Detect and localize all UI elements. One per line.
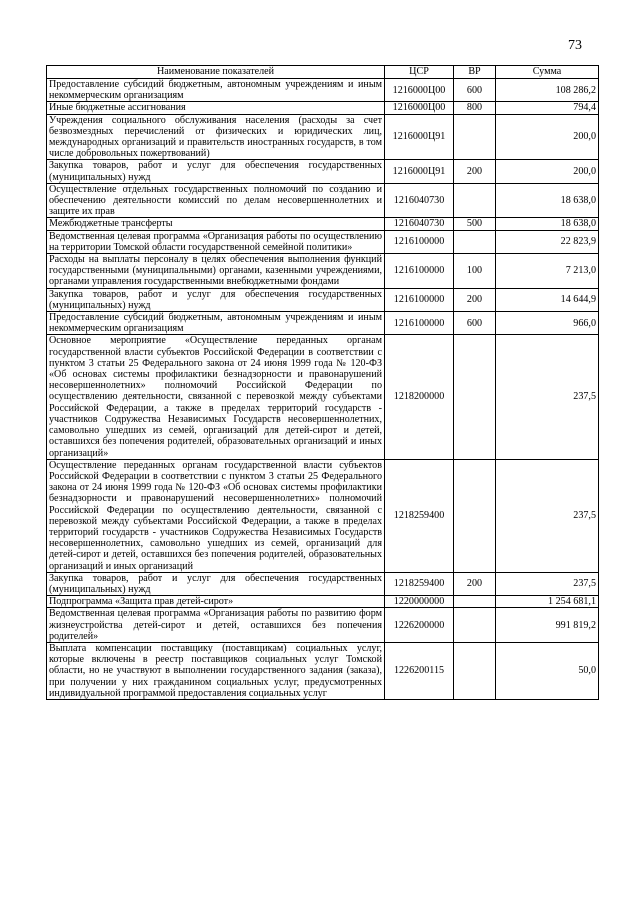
row-sum: 200,0	[496, 114, 599, 160]
row-vr	[454, 459, 496, 572]
row-name: Учреждения социального обслуживания населения (расходы за счет безвозмездных перечислений от физических и юридических лиц, международных организаций и правительств иностранных государств, в том числе добровольных пожертвований)	[47, 114, 385, 160]
table-row	[47, 642, 599, 699]
row-name: Закупка товаров, работ и услуг для обеспечения государственных (муниципальных) нужд	[47, 288, 385, 311]
table-row	[47, 114, 599, 160]
row-vr: 200	[454, 572, 496, 595]
row-csr: 1218259400	[385, 459, 454, 572]
row-name: Межбюджетные трансферты	[47, 218, 385, 230]
row-csr: 1216040730	[385, 183, 454, 218]
row-vr	[454, 183, 496, 218]
table-row	[47, 254, 599, 289]
row-name: Предоставление субсидий бюджетным, автономным учреждениям и иным некоммерческим организациям	[47, 79, 385, 102]
page-number: 73	[568, 38, 582, 53]
row-name: Ведомственная целевая программа «Организация работы по развитию форм жизнеустройства детей-сирот и детей, оставшихся без попечения родителей»	[47, 608, 385, 643]
row-csr: 1226200115	[385, 642, 454, 699]
row-sum: 22 823,9	[496, 230, 599, 253]
header-sum: Сумма	[496, 66, 599, 79]
row-vr: 800	[454, 102, 496, 114]
row-csr: 1218259400	[385, 572, 454, 595]
row-sum: 794,4	[496, 102, 599, 114]
row-sum: 7 213,0	[496, 254, 599, 289]
header-name: Наименование показателей	[47, 66, 385, 79]
row-name: Предоставление субсидий бюджетным, автономным учреждениям и иным некоммерческим организациям	[47, 312, 385, 335]
table-row	[47, 218, 599, 230]
table-row	[47, 79, 599, 102]
row-sum: 50,0	[496, 642, 599, 699]
budget-table	[46, 65, 599, 700]
row-csr: 1216100000	[385, 230, 454, 253]
row-name: Ведомственная целевая программа «Организация работы по осуществлению на территории Томской области государственной семейной политики»	[47, 230, 385, 253]
row-vr: 500	[454, 218, 496, 230]
row-csr: 1216100000	[385, 288, 454, 311]
row-name: Закупка товаров, работ и услуг для обеспечения государственных (муниципальных) нужд	[47, 572, 385, 595]
row-name: Основное мероприятие «Осуществление переданных органам государственной власти субъектов Российской Федерации в соответствии с пунктом 3 статьи 25 Федерального закона от 24 июня 1999 года № 120-ФЗ «Об основах системы профилактики безнадзорности и правонарушений несовершеннолетних» полномочий Российской Федерации по осуществлению деятельности, связанной с перевозкой между субъектами Российской Федерации, а также в пределах территорий государств - участников Содружества Независимых Государств несовершеннолетних, самовольно ушедших из семей, организаций для детей-сирот и детей, оставшихся без попечения родителей, образовательных организаций и иных организаций»	[47, 335, 385, 459]
row-vr: 600	[454, 312, 496, 335]
row-csr: 1216100000	[385, 254, 454, 289]
row-vr	[454, 230, 496, 253]
row-vr: 200	[454, 160, 496, 183]
table-row	[47, 102, 599, 114]
table-row	[47, 596, 599, 608]
table-row	[47, 183, 599, 218]
table-header-row	[47, 66, 599, 79]
row-csr: 1220000000	[385, 596, 454, 608]
row-sum: 108 286,2	[496, 79, 599, 102]
header-csr: ЦСР	[385, 66, 454, 79]
row-sum: 14 644,9	[496, 288, 599, 311]
row-vr	[454, 335, 496, 459]
table-row	[47, 288, 599, 311]
row-csr: 1216000Ц91	[385, 160, 454, 183]
row-csr: 1216100000	[385, 312, 454, 335]
row-vr	[454, 608, 496, 643]
row-vr	[454, 114, 496, 160]
table-row	[47, 459, 599, 572]
row-sum: 237,5	[496, 459, 599, 572]
row-sum: 991 819,2	[496, 608, 599, 643]
row-vr	[454, 642, 496, 699]
header-vr: ВР	[454, 66, 496, 79]
row-sum: 237,5	[496, 335, 599, 459]
row-name: Расходы на выплаты персоналу в целях обеспечения выполнения функций государственными (муниципальными) органами, казенными учреждениями, органами управления государственными внебюджетными фондами	[47, 254, 385, 289]
row-vr: 100	[454, 254, 496, 289]
row-name: Выплата компенсации поставщику (поставщикам) социальных услуг, которые включены в реестр поставщиков социальных услуг Томской области, но не участвуют в выполнении государственного задания (заказа), при получении у них гражданином социальных услуг, предусмотренных индивидуальной программой предоставления социальных услуг	[47, 642, 385, 699]
row-csr: 1226200000	[385, 608, 454, 643]
row-vr	[454, 596, 496, 608]
row-sum: 18 638,0	[496, 218, 599, 230]
row-csr: 1216000Ц00	[385, 102, 454, 114]
table-row	[47, 572, 599, 595]
row-vr: 600	[454, 79, 496, 102]
table-row	[47, 335, 599, 459]
row-sum: 200,0	[496, 160, 599, 183]
row-sum: 1 254 681,1	[496, 596, 599, 608]
row-vr: 200	[454, 288, 496, 311]
row-sum: 18 638,0	[496, 183, 599, 218]
row-csr: 1216040730	[385, 218, 454, 230]
row-sum: 237,5	[496, 572, 599, 595]
table-row	[47, 230, 599, 253]
row-name: Осуществление отдельных государственных полномочий по созданию и обеспечению деятельности комиссий по делам несовершеннолетних и защите их прав	[47, 183, 385, 218]
row-name: Иные бюджетные ассигнования	[47, 102, 385, 114]
table-row	[47, 312, 599, 335]
row-csr: 1216000Ц91	[385, 114, 454, 160]
row-name: Осуществление переданных органам государственной власти субъектов Российской Федерации в соответствии с пунктом 3 статьи 25 Федерального закона от 24 июня 1999 года № 120-ФЗ «Об основах системы профилактики безнадзорности и правонарушений несовершеннолетних» полномочий Российской Федерации по осуществлению деятельности, связанной с перевозкой между субъектами Российской Федерации, а также в пределах территорий государств - участников Содружества Независимых Государств несовершеннолетних, самовольно ушедших из семей, организаций для детей-сирот и детей, оставшихся без попечения родителей, образовательных организаций и иных организаций	[47, 459, 385, 572]
table-row	[47, 608, 599, 643]
row-name: Закупка товаров, работ и услуг для обеспечения государственных (муниципальных) нужд	[47, 160, 385, 183]
row-name: Подпрограмма «Защита прав детей-сирот»	[47, 596, 385, 608]
row-csr: 1218200000	[385, 335, 454, 459]
row-csr: 1216000Ц00	[385, 79, 454, 102]
row-sum: 966,0	[496, 312, 599, 335]
table-row	[47, 160, 599, 183]
